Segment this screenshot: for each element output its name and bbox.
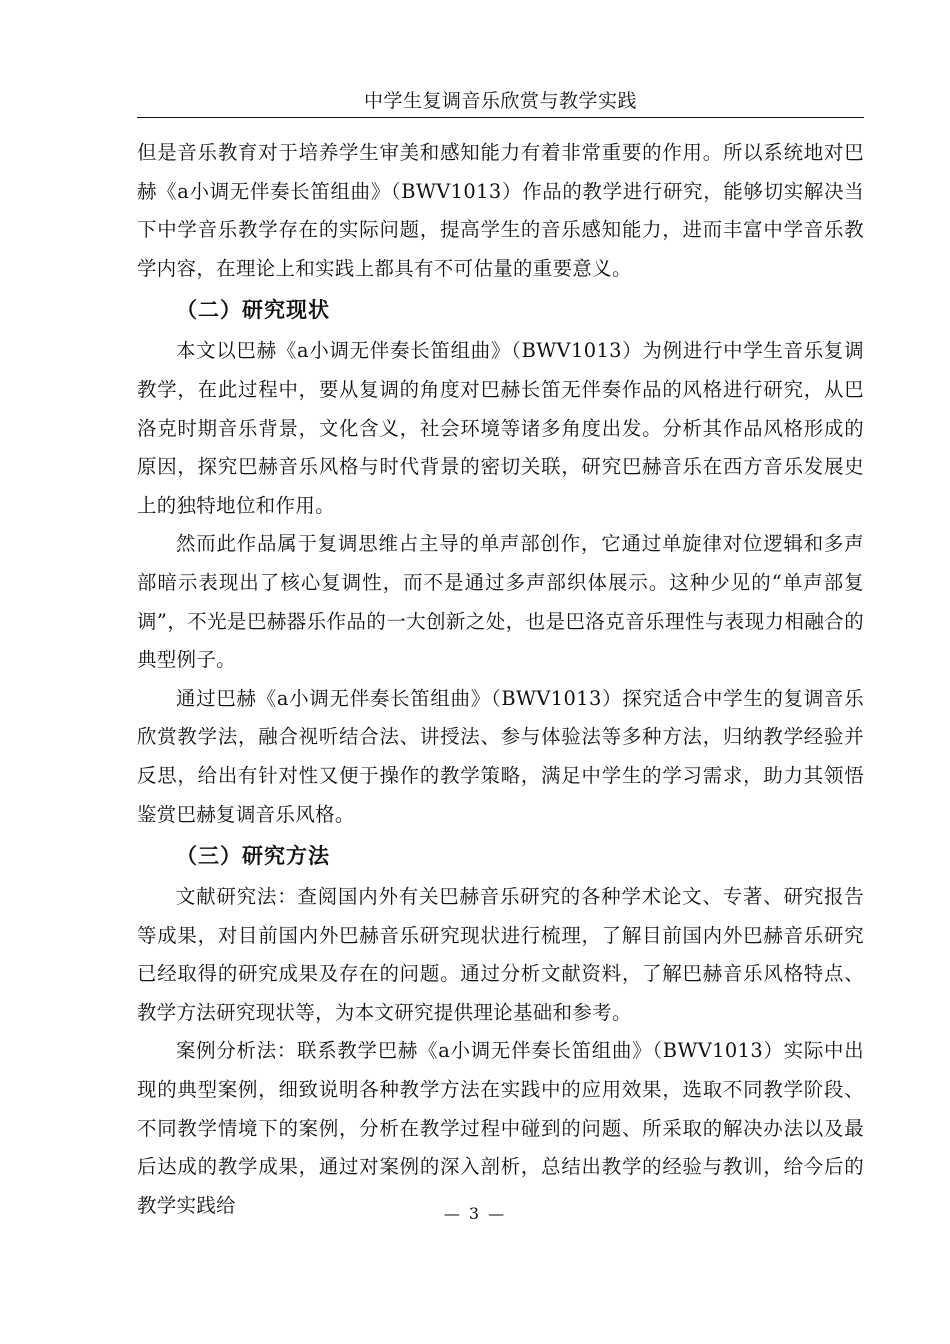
- paragraph-research-status-3: 通过巴赫《a小调无伴奏长笛组曲》（BWV1013）探究适合中学生的复调音乐欣赏教学法，融合视听结合法、讲授法、参与体验法等多种方法，归纳教学经验并反思，给出有针对性又便于操作的教学策略，满足中学生的学习需求，助力其领悟鉴赏巴赫复调音乐风格。: [137, 686, 864, 826]
- paragraph-research-status-2: 然而此作品属于复调思维占主导的单声部创作，它通过单旋律对位逻辑和多声部暗示表现出了核心复调性，而不是通过多声部织体展示。这种少见的“单声部复调”，不光是巴赫器乐作品的一大创新之处，也是巴洛克音乐理性与表现力相融合的典型例子。: [137, 532, 864, 672]
- body-text: [137, 134, 864, 1225]
- paragraph-case-analysis-method: 案例分析法：联系教学巴赫《a小调无伴奏长笛组曲》（BWV1013）实际中出现的典型案例，细致说明各种教学方法在实践中的应用效果，选取不同教学阶段、不同教学情境下的案例，分析在教学过程中碰到的问题、所采取的解决办法以及最后达成的教学成果，通过对案例的深入剖析，总结出教学的经验与教训，给今后的教学实践给: [137, 1039, 864, 1217]
- section-heading-research-methods: （三）研究方法: [176, 844, 330, 869]
- section-heading-research-status: （二）研究现状: [176, 298, 330, 323]
- page-number: — 3 —: [443, 1204, 507, 1223]
- paragraph-continued: 但是音乐教育对于培养学生审美和感知能力有着非常重要的作用。所以系统地对巴赫《a小调无伴奏长笛组曲》（BWV1013）作品的教学进行研究，能够切实解决当下中学音乐教学存在的实际问题，提高学生的音乐感知能力，进而丰富中学音乐教学内容，在理论上和实践上都具有不可估量的重要意义。: [137, 141, 864, 280]
- running-header: 中学生复调音乐欣赏与教学实践: [363, 90, 637, 112]
- header-rule: [137, 117, 864, 118]
- paragraph-literature-method: 文献研究法：查阅国内外有关巴赫音乐研究的各种学术论文、专著、研究报告等成果，对目前国内外巴赫音乐研究现状进行梳理，了解目前国内外巴赫音乐研究已经取得的研究成果及存在的问题。通过分析文献资料，了解巴赫音乐风格特点、教学方法研究现状等，为本文研究提供理论基础和参考。: [137, 885, 864, 1024]
- paragraph-research-status-1: 本文以巴赫《a小调无伴奏长笛组曲》（BWV1013）为例进行中学生音乐复调教学，在此过程中，要从复调的角度对巴赫长笛无伴奏作品的风格进行研究，从巴洛克时期音乐背景，文化含义，社会环境等诸多角度出发。分析其作品风格形成的原因，探究巴赫音乐风格与时代背景的密切关联，研究巴赫音乐在西方音乐发展史上的独特地位和作用。: [137, 339, 864, 517]
